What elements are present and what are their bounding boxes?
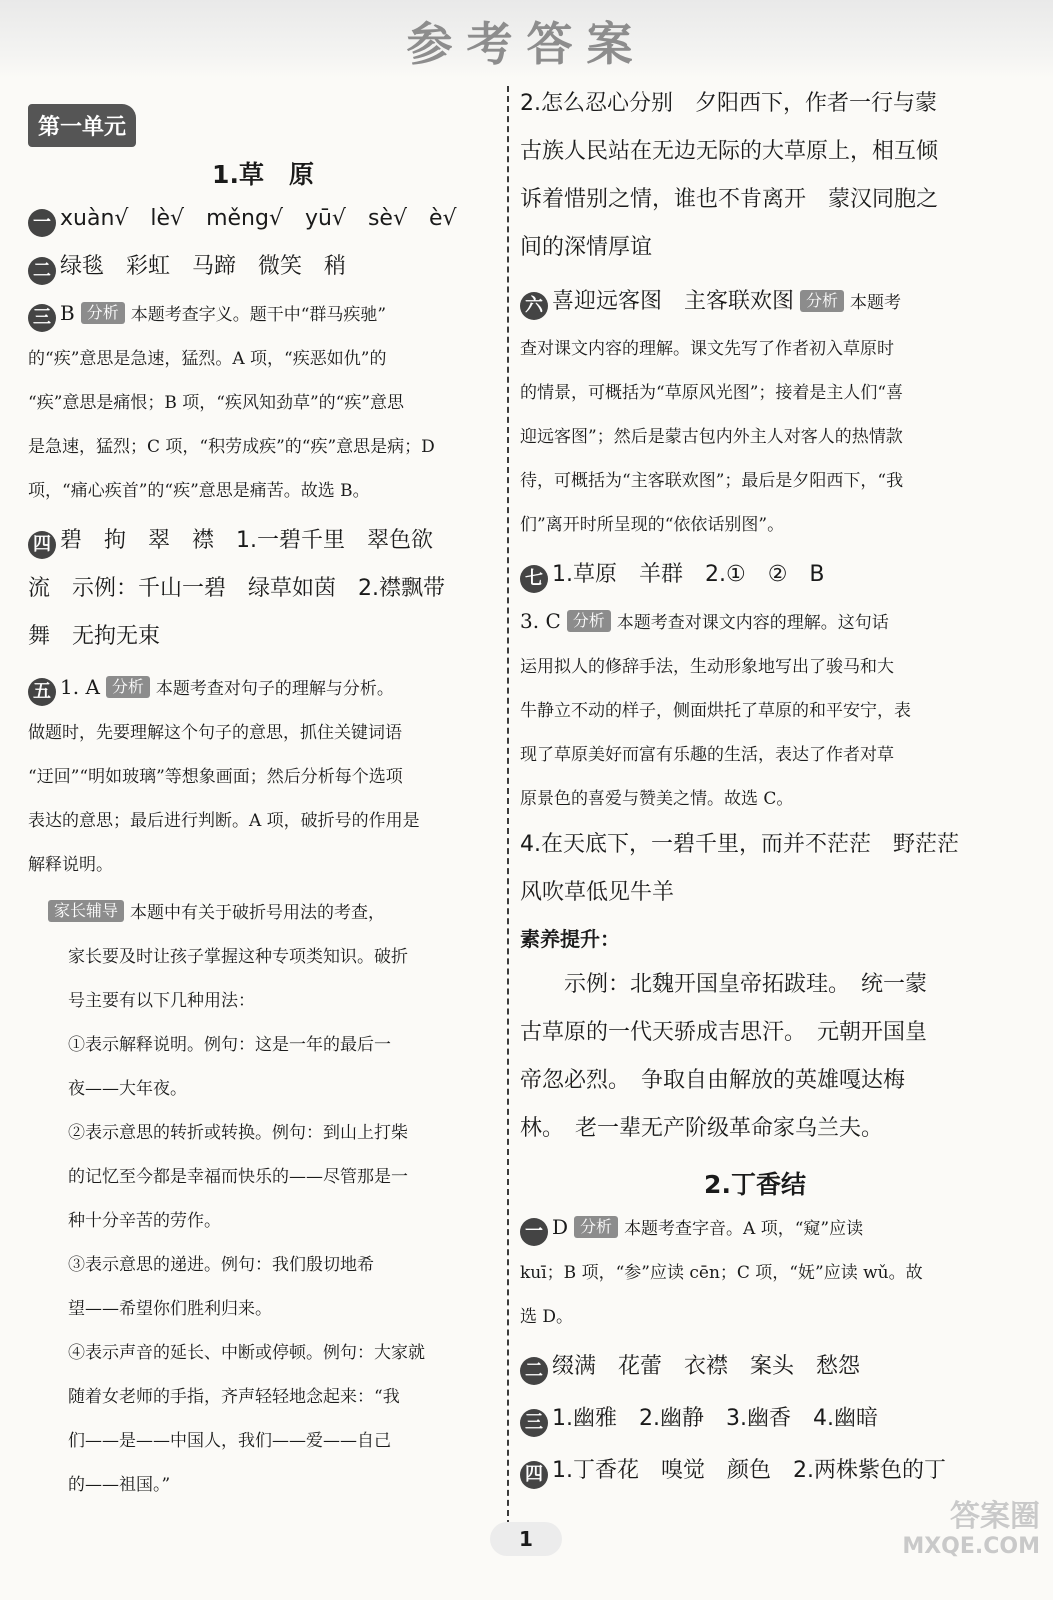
analysis-line: 解释说明。 [28, 855, 113, 875]
answer-choice: 3. C [520, 609, 561, 633]
right-column [520, 80, 990, 1495]
answer-q7 [520, 551, 990, 599]
literacy-line: 示例：北魏开国皇帝拓跋珪。 统一蒙 [564, 972, 928, 997]
question-badge: 七 [520, 565, 548, 593]
lesson-title: 2.丁香结 [704, 1170, 806, 1199]
answer-choice: 1. A [60, 675, 100, 699]
analysis-line: 本题考查字义。题干中“群马疾驰” [130, 305, 387, 325]
answer-text: 古族人民站在无边无际的大草原上，相互倾 [520, 139, 939, 164]
answer-text: 间的深情厚谊 [520, 235, 653, 260]
answer-text: 2.怎么忍心分别 夕阳西下，作者一行与蒙 [520, 91, 937, 116]
lesson2-answer-q3 [520, 1395, 990, 1443]
analysis-tag: 分析 [106, 676, 150, 698]
answer-text: 喜迎远客图 主客联欢图 [552, 289, 795, 314]
guide-line: 号主要有以下几种用法： [68, 991, 255, 1011]
lesson2-answer-q1 [520, 1205, 990, 1251]
column-divider [507, 86, 509, 1536]
analysis-line: kuī；B 项，“参”应读 cēn；C 项，“妩”应读 wǔ。故 [520, 1263, 923, 1283]
lesson2-answer-q4 [520, 1447, 990, 1495]
lesson2-answer-q2 [520, 1343, 990, 1391]
answer-text: 碧 拘 翠 襟 1.一碧千里 翠色欲 [60, 528, 433, 553]
answer-text: 4.在天底下，一碧千里，而并不茫茫 野茫茫 [520, 832, 959, 857]
analysis-line: 运用拟人的修辞手法，生动形象地写出了骏马和大 [520, 657, 894, 677]
answer-q1 [28, 195, 498, 243]
analysis-tag: 分析 [567, 610, 611, 632]
guide-line: 的——祖国。” [68, 1475, 171, 1495]
parent-guide [28, 891, 498, 935]
analysis-line: 表达的意思；最后进行判断。A 项，破折号的作用是 [28, 811, 420, 831]
analysis-line: 查对课文内容的理解。课文先写了作者初入草原时 [520, 339, 894, 359]
answer-text: 1.幽雅 2.幽静 3.幽香 4.幽暗 [552, 1406, 878, 1431]
analysis-line: 现了草原美好而富有乐趣的生活，表达了作者对草 [520, 745, 894, 765]
question-badge: 二 [520, 1357, 548, 1385]
answer-q5 [28, 665, 498, 711]
analysis-line: 本题考查对课文内容的理解。这句话 [616, 613, 889, 633]
answer-q3 [28, 291, 498, 337]
answer-choice: B [60, 301, 75, 325]
analysis-line: 的“疾”意思是急速，猛烈。A 项，“疾恶如仇”的 [28, 349, 387, 369]
analysis-line: 做题时，先要理解这个句子的意思，抓住关键词语 [28, 723, 402, 743]
guide-line: 望——希望你们胜利归来。 [68, 1299, 272, 1319]
answer-q2 [28, 243, 498, 291]
answer-text: 1.草原 羊群 2.① ② B [552, 562, 825, 587]
analysis-line: 选 D。 [520, 1307, 574, 1327]
literacy-line: 林。 老一辈无产阶级革命家乌兰夫。 [520, 1116, 884, 1141]
left-column [28, 80, 498, 1507]
answer-text: 缀满 花蕾 衣襟 案头 愁怨 [552, 1354, 861, 1379]
answer-q6 [520, 278, 990, 327]
watermark-logo [820, 1500, 1040, 1560]
guide-line: 家长要及时让孩子掌握这种专项类知识。破折 [68, 947, 408, 967]
analysis-line: 的情景，可概括为“草原风光图”；接着是主人们“喜 [520, 383, 904, 403]
literacy-line: 帝忽必烈。 争取自由解放的英雄嘎达梅 [520, 1068, 906, 1093]
answer-text: 舞 无拘无束 [28, 624, 161, 649]
question-badge: 三 [520, 1409, 548, 1437]
answer-q4 [28, 517, 498, 565]
answer-text: 绿毯 彩虹 马蹄 微笑 稍 [60, 254, 347, 279]
answer-text: 1.丁香花 嗅觉 颜色 2.两株紫色的丁 [552, 1458, 946, 1483]
analysis-line: 本题考查字音。A 项，“窥”应读 [624, 1219, 864, 1239]
question-badge: 一 [28, 209, 56, 237]
guide-line: ①表示解释说明。例句：这是一年的最后一 [68, 1035, 391, 1055]
analysis-line: 们”离开时所呈现的“依依话别图”。 [520, 515, 785, 535]
analysis-line: 项，“痛心疾首”的“疾”意思是痛苦。故选 B。 [28, 481, 370, 501]
analysis-line: “迂回”“明如玻璃”等想象画面；然后分析每个选项 [28, 767, 403, 787]
literacy-label: 素养提升： [520, 927, 620, 951]
guide-line: ③表示意思的递进。例句：我们殷切地希 [68, 1255, 374, 1275]
question-badge: 二 [28, 257, 56, 285]
page-number: 1 [490, 1522, 562, 1556]
answer-text: 诉着惜别之情，谁也不肯离开 蒙汉同胞之 [520, 187, 939, 212]
guide-line: 夜——大年夜。 [68, 1079, 187, 1099]
guide-line: 本题中有关于破折号用法的考查， [130, 903, 386, 923]
analysis-tag: 分析 [81, 302, 125, 324]
analysis-line: 牛静立不动的样子，侧面烘托了草原的和平安宁，表 [520, 701, 911, 721]
guide-line: 的记忆至今都是幸福而快乐的——尽管那是一 [68, 1167, 408, 1187]
guide-line: ②表示意思的转折或转换。例句：到山上打柴 [68, 1123, 408, 1143]
analysis-line: 迎远客图”；然后是蒙古包内外主人对客人的热情款 [520, 427, 903, 447]
unit-label: 第一单元 [28, 104, 136, 147]
literacy-line: 古草原的一代天骄成吉思汗。 元朝开国皇 [520, 1020, 928, 1045]
watermark-url: MXQE.COM [902, 1534, 1040, 1559]
question-badge: 四 [28, 531, 56, 559]
analysis-line: 原景色的喜爱与赞美之情。故选 C。 [520, 789, 794, 809]
answer-text: 流 示例：千山一碧 绿草如茵 2.襟飘带 [28, 576, 445, 601]
question-badge: 六 [520, 292, 548, 320]
analysis-line: 待，可概括为“主客联欢图”；最后是夕阳西下，“我 [520, 471, 904, 491]
analysis-line: 是急速，猛烈；C 项，“积劳成疾”的“疾”意思是病；D [28, 437, 435, 457]
analysis-line: 本题考 [850, 293, 902, 313]
lesson-title: 1.草 原 [212, 160, 314, 189]
answer-text: xuàn√ lè√ měng√ yū√ sè√ è√ [60, 206, 457, 231]
analysis-tag: 分析 [800, 290, 844, 312]
guide-line: ④表示声音的延长、中断或停顿。例句：大家就 [68, 1343, 425, 1363]
question-badge: 三 [28, 304, 56, 332]
answer-choice: D [552, 1215, 569, 1239]
page-title: 参考答案 [406, 17, 647, 71]
analysis-line: “疾”意思是痛恨；B 项，“疾风知劲草”的“疾”意思 [28, 393, 405, 413]
guide-line: 随着女老师的手指，齐声轻轻地念起来：“我 [68, 1387, 400, 1407]
answer-text: 风吹草低见牛羊 [520, 880, 675, 905]
header-banner [0, 0, 1053, 78]
guide-line: 们——是——中国人，我们——爱——自己 [68, 1431, 391, 1451]
parent-guide-tag: 家长辅导 [48, 900, 124, 922]
guide-line: 种十分辛苦的劳作。 [68, 1211, 221, 1231]
question-badge: 四 [520, 1461, 548, 1489]
analysis-line: 本题考查对句子的理解与分析。 [155, 679, 394, 699]
question-badge: 一 [520, 1218, 548, 1246]
analysis-tag: 分析 [574, 1216, 618, 1238]
watermark-text: 答案圈 [950, 1499, 1040, 1534]
answer-q7-3 [520, 599, 990, 645]
question-badge: 五 [28, 678, 56, 706]
